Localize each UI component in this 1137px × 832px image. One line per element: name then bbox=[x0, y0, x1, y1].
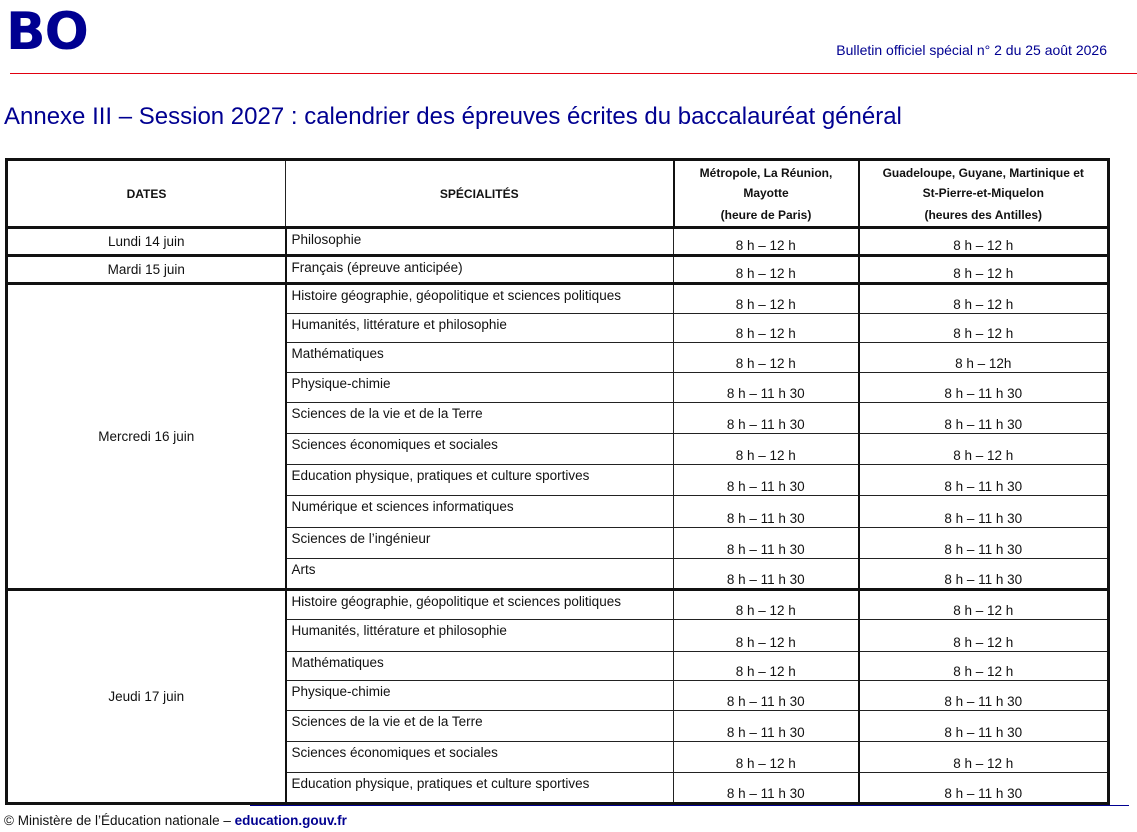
metropole-time-cell: 8 h – 11 h 30 bbox=[674, 711, 859, 742]
antilles-time-cell: 8 h – 12 h bbox=[859, 742, 1109, 773]
table-row bbox=[7, 228, 1109, 256]
metropole-time-cell: 8 h – 12 h bbox=[674, 284, 859, 314]
antilles-time-cell: 8 h – 11 h 30 bbox=[859, 403, 1109, 434]
header-dates: DATES bbox=[7, 160, 286, 228]
table-header-row bbox=[7, 160, 1109, 228]
footer-divider bbox=[250, 805, 1129, 806]
metropole-time-cell: 8 h – 11 h 30 bbox=[674, 773, 859, 804]
specialite-cell: Education physique, pratiques et culture sportives bbox=[286, 465, 674, 496]
specialite-cell: Education physique, pratiques et culture sportives bbox=[286, 773, 674, 804]
antilles-time-cell: 8 h – 12 h bbox=[859, 590, 1109, 620]
header-antilles-line1: Guadeloupe, Guyane, Martinique et bbox=[882, 165, 1084, 180]
antilles-time-cell: 8 h – 11 h 30 bbox=[859, 681, 1109, 711]
antilles-time-cell: 8 h – 11 h 30 bbox=[859, 373, 1109, 403]
table-row bbox=[7, 590, 1109, 620]
antilles-time-cell: 8 h – 11 h 30 bbox=[859, 496, 1109, 528]
antilles-time-cell: 8 h – 12 h bbox=[859, 314, 1109, 343]
metropole-time-cell: 8 h – 12 h bbox=[674, 620, 859, 652]
antilles-time-cell: 8 h – 11 h 30 bbox=[859, 773, 1109, 804]
table-row bbox=[7, 256, 1109, 284]
specialite-cell: Sciences de l’ingénieur bbox=[286, 528, 674, 559]
metropole-time-cell: 8 h – 12 h bbox=[674, 434, 859, 465]
exam-calendar-table bbox=[5, 158, 1110, 805]
antilles-time-cell: 8 h – 12 h bbox=[859, 284, 1109, 314]
metropole-time-cell: 8 h – 12 h bbox=[674, 343, 859, 373]
metropole-time-cell: 8 h – 12 h bbox=[674, 256, 859, 284]
metropole-time-cell: 8 h – 12 h bbox=[674, 652, 859, 681]
specialite-cell: Arts bbox=[286, 559, 674, 590]
antilles-time-cell: 8 h – 12 h bbox=[859, 652, 1109, 681]
date-cell: Jeudi 17 juin bbox=[7, 590, 286, 804]
bulletin-reference: Bulletin officiel spécial n° 2 du 25 août 2026 bbox=[836, 42, 1107, 58]
header-specialites: SPÉCIALITÉS bbox=[286, 160, 674, 228]
footer-copyright: © Ministère de l’Éducation nationale – bbox=[4, 813, 235, 828]
specialite-cell: Sciences économiques et sociales bbox=[286, 434, 674, 465]
metropole-time-cell: 8 h – 11 h 30 bbox=[674, 465, 859, 496]
antilles-time-cell: 8 h – 12 h bbox=[859, 620, 1109, 652]
specialite-cell: Numérique et sciences informatiques bbox=[286, 496, 674, 528]
metropole-time-cell: 8 h – 11 h 30 bbox=[674, 528, 859, 559]
antilles-time-cell: 8 h – 12h bbox=[859, 343, 1109, 373]
date-cell: Mercredi 16 juin bbox=[7, 284, 286, 590]
date-cell: Lundi 14 juin bbox=[7, 228, 286, 256]
antilles-time-cell: 8 h – 11 h 30 bbox=[859, 528, 1109, 559]
metropole-time-cell: 8 h – 12 h bbox=[674, 314, 859, 343]
metropole-time-cell: 8 h – 12 h bbox=[674, 228, 859, 256]
page-title: Annexe III – Session 2027 : calendrier des épreuves écrites du baccalauréat général bbox=[4, 103, 902, 130]
antilles-time-cell: 8 h – 12 h bbox=[859, 256, 1109, 284]
specialite-cell: Physique-chimie bbox=[286, 373, 674, 403]
specialite-cell: Sciences de la vie et de la Terre bbox=[286, 711, 674, 742]
specialite-cell: Histoire géographie, géopolitique et sciences politiques bbox=[286, 284, 674, 314]
antilles-time-cell: 8 h – 12 h bbox=[859, 434, 1109, 465]
table-row bbox=[7, 284, 1109, 314]
metropole-time-cell: 8 h – 12 h bbox=[674, 742, 859, 773]
footer-link[interactable]: education.gouv.fr bbox=[234, 813, 347, 828]
footer bbox=[4, 813, 347, 828]
header-antilles bbox=[859, 160, 1109, 228]
header-metropole-line1: Métropole, La Réunion, bbox=[699, 165, 833, 180]
metropole-time-cell: 8 h – 11 h 30 bbox=[674, 681, 859, 711]
date-cell: Mardi 15 juin bbox=[7, 256, 286, 284]
header-antilles-line3: (heures des Antilles) bbox=[924, 207, 1043, 222]
specialite-cell: Mathématiques bbox=[286, 343, 674, 373]
antilles-time-cell: 8 h – 11 h 30 bbox=[859, 711, 1109, 742]
specialite-cell: Physique-chimie bbox=[286, 681, 674, 711]
header-divider bbox=[10, 73, 1137, 74]
header-metropole-line2: Mayotte bbox=[743, 185, 789, 200]
specialite-cell: Histoire géographie, géopolitique et sciences politiques bbox=[286, 590, 674, 620]
specialite-cell: Philosophie bbox=[286, 228, 674, 256]
specialite-cell: Mathématiques bbox=[286, 652, 674, 681]
antilles-time-cell: 8 h – 11 h 30 bbox=[859, 465, 1109, 496]
metropole-time-cell: 8 h – 12 h bbox=[674, 590, 859, 620]
header-metropole bbox=[674, 160, 859, 228]
bo-logo: BO bbox=[6, 2, 88, 62]
header-antilles-line2: St-Pierre-et-Miquelon bbox=[922, 185, 1044, 200]
metropole-time-cell: 8 h – 11 h 30 bbox=[674, 403, 859, 434]
metropole-time-cell: 8 h – 11 h 30 bbox=[674, 373, 859, 403]
antilles-time-cell: 8 h – 12 h bbox=[859, 228, 1109, 256]
specialite-cell: Humanités, littérature et philosophie bbox=[286, 620, 674, 652]
specialite-cell: Humanités, littérature et philosophie bbox=[286, 314, 674, 343]
metropole-time-cell: 8 h – 11 h 30 bbox=[674, 559, 859, 590]
antilles-time-cell: 8 h – 11 h 30 bbox=[859, 559, 1109, 590]
specialite-cell: Français (épreuve anticipée) bbox=[286, 256, 674, 284]
header-metropole-line3: (heure de Paris) bbox=[720, 207, 812, 222]
specialite-cell: Sciences économiques et sociales bbox=[286, 742, 674, 773]
specialite-cell: Sciences de la vie et de la Terre bbox=[286, 403, 674, 434]
metropole-time-cell: 8 h – 11 h 30 bbox=[674, 496, 859, 528]
